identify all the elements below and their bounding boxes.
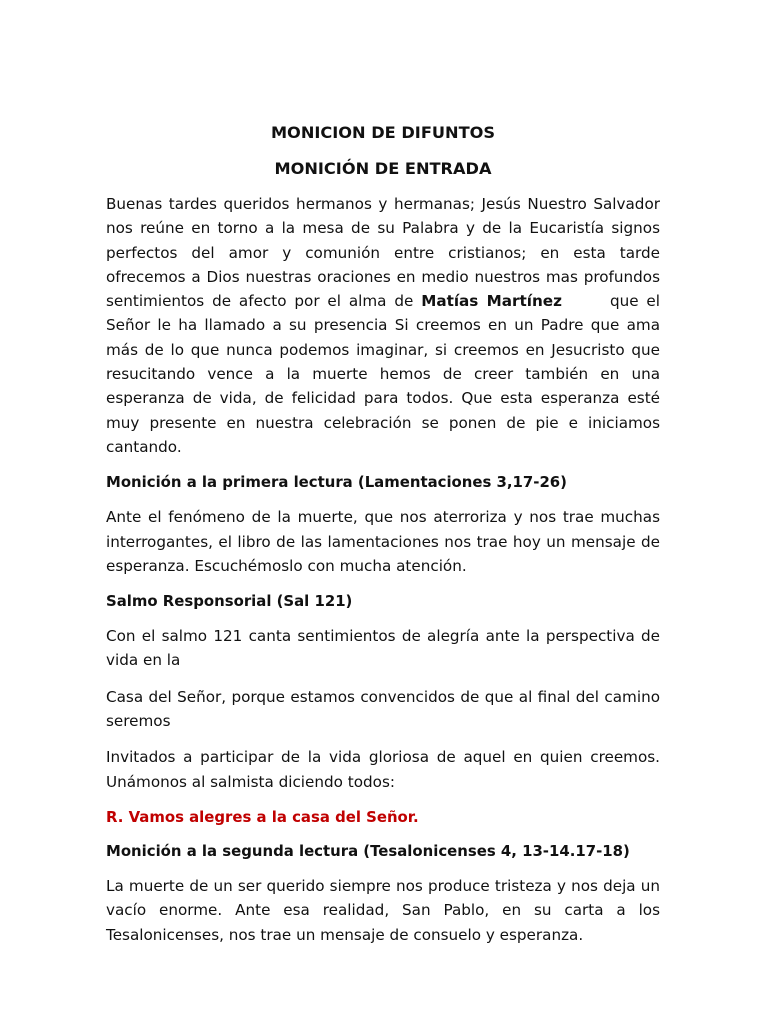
salmo-paragraph-2: Casa del Señor, porque estamos convencidos de que al final del camino seremos <box>106 687 660 731</box>
deceased-name: Matías Martínez <box>421 292 562 311</box>
salmo-paragraph-1: Con el salmo 121 canta sentimientos de alegría ante la perspectiva de vida en la <box>106 627 660 670</box>
salmo-paragraph-3: Invitados a participar de la vida gloriosa de aquel en quien creemos. Unámonos al salmista diciendo todos: <box>106 748 660 791</box>
segunda-lectura-paragraph: La muerte de un ser querido siempre nos produce tristeza y nos deja un vacío enorme. Ante esa realidad, San Pablo, en su carta a los Tesalonicenses, nos trae un mensaje de consuelo y esperanza. <box>106 876 660 944</box>
primera-lectura-heading: Monición a la primera lectura (Lamentaciones 3,17-26) <box>106 473 567 492</box>
salmo-response: R. Vamos alegres a la casa del Señor. <box>106 807 419 826</box>
document-body <box>106 118 660 959</box>
salmo-heading: Salmo Responsorial (Sal 121) <box>106 592 353 611</box>
section-title-entrada: MONICIÓN DE ENTRADA <box>274 159 492 178</box>
entrada-paragraph <box>106 192 660 459</box>
primera-lectura-paragraph: Ante el fenómeno de la muerte, que nos aterroriza y nos trae muchas interrogantes, el libro de las lamentaciones nos trae hoy un mensaje de esperanza. Escuchémoslo con mucha atención. <box>106 508 660 575</box>
segunda-lectura-heading: Monición a la segunda lectura (Tesalonicenses 4, 13-14.17-18) <box>106 841 630 860</box>
entrada-text-end: que el Señor le ha llamado a su presencia Si creemos en un Padre que ama más de lo que nunca podemos imaginar, si creemos en Jesucristo que resucitando vence a la muerte hemos de creer también en una esperanza de vida, de felicidad para todos. Que esta esperanza esté muy presente en nuestra celebración se ponen de pie e iniciamos cantando. <box>106 292 660 456</box>
entrada-text-start: Buenas tardes queridos hermanos y hermanas; Jesús Nuestro Salvador nos reúne en torno a la mesa de su Palabra y de la Eucaristía signos perfectos del amor y comunión entre cristianos; en esta tarde ofrecemos a Dios nuestras oraciones en medio nuestros mas profundos sentimientos de afecto por el alma de <box>106 195 660 311</box>
document-title: MONICION DE DIFUNTOS <box>270 123 496 142</box>
